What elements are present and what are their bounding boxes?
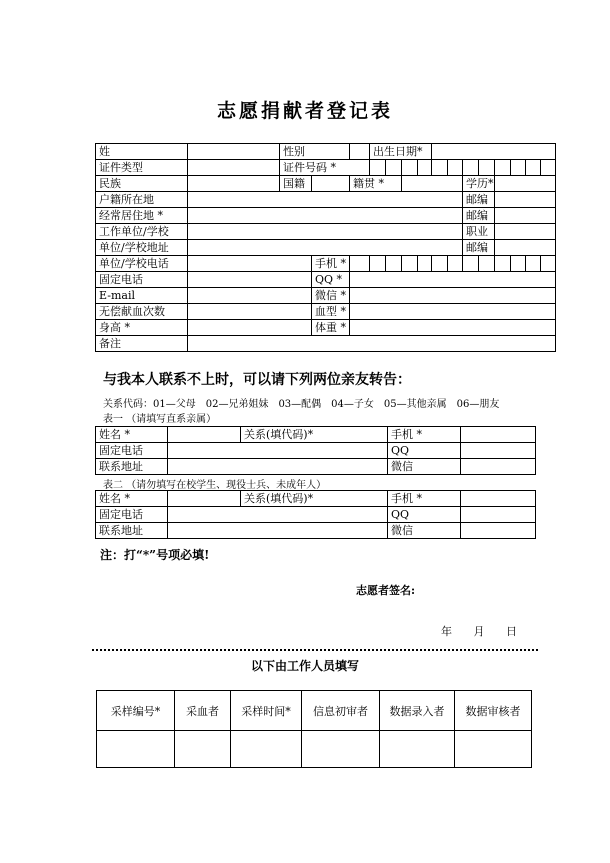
education-label: 学历*: [463, 176, 495, 192]
work-phone-label: 单位/学校电话: [96, 256, 188, 272]
ethnicity-label: 民族: [96, 176, 188, 192]
work-phone-field[interactable]: [188, 256, 312, 272]
staff-cell[interactable]: [455, 731, 532, 768]
email-field[interactable]: [188, 288, 312, 304]
postcode-field[interactable]: [495, 208, 556, 224]
height-field[interactable]: [188, 320, 312, 336]
work-unit-field[interactable]: [188, 224, 463, 240]
mobile-box[interactable]: [511, 256, 526, 272]
email-label: E-mail: [96, 288, 188, 304]
id-box[interactable]: [463, 160, 479, 176]
donations-label: 无偿献血次数: [96, 304, 188, 320]
page-title: 志愿捐献者登记表: [216, 100, 393, 122]
contact-wechat-field[interactable]: [461, 459, 536, 475]
registration-table: [95, 143, 556, 352]
mobile-box[interactable]: [418, 256, 432, 272]
occupation-field[interactable]: [495, 224, 556, 240]
contact-qq-field[interactable]: [461, 443, 536, 459]
contact-name-field[interactable]: [168, 427, 241, 443]
id-number-label: 证件号码 *: [280, 160, 370, 176]
mobile-box[interactable]: [350, 256, 370, 272]
work-address-field[interactable]: [188, 240, 463, 256]
height-label: 身高 *: [96, 320, 188, 336]
contact-relation-label: 关系(填代码)*: [241, 491, 388, 507]
qq-field[interactable]: [350, 272, 556, 288]
remarks-label: 备注: [96, 336, 188, 352]
native-place-field[interactable]: [402, 176, 463, 192]
contact-address-field[interactable]: [168, 523, 388, 539]
contact-qq-label: QQ: [388, 507, 461, 523]
table1-caption: 表一 （请填写直系亲属）: [103, 414, 217, 425]
work-address-label: 单位/学校地址: [96, 240, 188, 256]
id-box[interactable]: [495, 160, 511, 176]
mobile-box[interactable]: [432, 256, 448, 272]
staff-col-header: 采样编号*: [97, 691, 175, 731]
wechat-label: 微信 *: [312, 288, 350, 304]
qq-label: QQ *: [312, 272, 350, 288]
occupation-label: 职业: [463, 224, 495, 240]
contact-name-label: 姓名 *: [96, 491, 168, 507]
signature-label: 志愿者签名:: [356, 584, 416, 597]
contact-landline-label: 固定电话: [96, 507, 168, 523]
ethnicity-field[interactable]: [188, 176, 280, 192]
mobile-box[interactable]: [463, 256, 479, 272]
contact-mobile-label: 手机 *: [388, 491, 461, 507]
contact-address-label: 联系地址: [96, 459, 168, 475]
mobile-label: 手机 *: [312, 256, 350, 272]
gender-label: 性别: [280, 144, 350, 160]
id-type-label: 证件类型: [96, 160, 188, 176]
staff-cell[interactable]: [175, 731, 231, 768]
residence-field[interactable]: [188, 208, 463, 224]
contact-qq-field[interactable]: [461, 507, 536, 523]
surname-field[interactable]: [188, 144, 280, 160]
contact-address-label: 联系地址: [96, 523, 168, 539]
native-place-label: 籍贯 *: [350, 176, 402, 192]
birth-label: 出生日期*: [370, 144, 432, 160]
contact-mobile-field[interactable]: [461, 427, 536, 443]
staff-heading: 以下由工作人员填写: [250, 659, 359, 673]
weight-label: 体重 *: [312, 320, 350, 336]
weight-field[interactable]: [350, 320, 556, 336]
postcode-label: 邮编: [463, 192, 495, 208]
id-box[interactable]: [370, 160, 386, 176]
id-box[interactable]: [526, 160, 541, 176]
mobile-box[interactable]: [370, 256, 386, 272]
nationality-field[interactable]: [312, 176, 350, 192]
staff-col-header: 数据录入者: [380, 691, 455, 731]
contact-mobile-field[interactable]: [461, 491, 536, 507]
blood-type-field[interactable]: [350, 304, 556, 320]
residence-label: 经常居住地 *: [96, 208, 188, 224]
dotted-divider: [92, 649, 538, 651]
contact-wechat-label: 微信: [388, 459, 461, 475]
birth-field[interactable]: [432, 144, 556, 160]
staff-col-header: 采血者: [175, 691, 231, 731]
remarks-field[interactable]: [188, 336, 556, 352]
postcode-label: 邮编: [463, 240, 495, 256]
landline-label: 固定电话: [96, 272, 188, 288]
mobile-box[interactable]: [402, 256, 418, 272]
wechat-field[interactable]: [350, 288, 556, 304]
contact-relation-label: 关系(填代码)*: [241, 427, 388, 443]
staff-col-header: 采样时间*: [231, 691, 302, 731]
mobile-box[interactable]: [495, 256, 511, 272]
contact-wechat-field[interactable]: [461, 523, 536, 539]
postcode-label: 邮编: [463, 208, 495, 224]
contact-address-field[interactable]: [168, 459, 388, 475]
contact-name-label: 姓名 *: [96, 427, 168, 443]
id-box[interactable]: [541, 160, 556, 176]
staff-table: [96, 690, 532, 768]
household-label: 户籍所在地: [96, 192, 188, 208]
contact-table-1: [95, 426, 536, 475]
mobile-box[interactable]: [526, 256, 541, 272]
contact-landline-field[interactable]: [168, 443, 388, 459]
date-label: 年 月 日: [441, 625, 517, 638]
id-box[interactable]: [432, 160, 448, 176]
id-box[interactable]: [479, 160, 495, 176]
contact-landline-label: 固定电话: [96, 443, 168, 459]
relation-codes: 关系代码：01—父母 02—兄弟姐妹 03—配偶 04—子女 05—其他亲属 06—朋友: [103, 399, 500, 410]
id-type-field[interactable]: [188, 160, 280, 176]
staff-col-header: 信息初审者: [302, 691, 380, 731]
id-box[interactable]: [448, 160, 463, 176]
id-box[interactable]: [402, 160, 418, 176]
staff-cell[interactable]: [97, 731, 175, 768]
mobile-box[interactable]: [448, 256, 463, 272]
id-box[interactable]: [386, 160, 402, 176]
contacts-heading: 与我本人联系不上时，可以请下列两位亲友转告：: [103, 372, 411, 388]
contact-name-field[interactable]: [168, 491, 241, 507]
donations-field[interactable]: [188, 304, 312, 320]
contact-wechat-label: 微信: [388, 523, 461, 539]
id-box[interactable]: [511, 160, 526, 176]
postcode-field[interactable]: [495, 192, 556, 208]
surname-label: 姓: [96, 144, 188, 160]
contact-table-2: [95, 490, 536, 539]
education-field[interactable]: [495, 176, 556, 192]
postcode-field[interactable]: [495, 240, 556, 256]
mobile-box[interactable]: [479, 256, 495, 272]
id-box[interactable]: [418, 160, 432, 176]
landline-field[interactable]: [188, 272, 312, 288]
contact-mobile-label: 手机 *: [388, 427, 461, 443]
contact-landline-field[interactable]: [168, 507, 388, 523]
staff-cell[interactable]: [231, 731, 302, 768]
table2-caption: 表二 （请勿填写在校学生、现役士兵、未成年人）: [103, 480, 327, 491]
staff-cell[interactable]: [302, 731, 380, 768]
nationality-label: 国籍: [280, 176, 312, 192]
contact-qq-label: QQ: [388, 443, 461, 459]
blood-type-label: 血型 *: [312, 304, 350, 320]
staff-cell[interactable]: [380, 731, 455, 768]
mobile-box[interactable]: [541, 256, 556, 272]
household-field[interactable]: [188, 192, 463, 208]
required-notice: 注：打“*”号项必填!: [100, 548, 210, 562]
mobile-box[interactable]: [386, 256, 402, 272]
staff-col-header: 数据审核者: [455, 691, 532, 731]
work-unit-label: 工作单位/学校: [96, 224, 188, 240]
gender-field[interactable]: [350, 144, 370, 160]
